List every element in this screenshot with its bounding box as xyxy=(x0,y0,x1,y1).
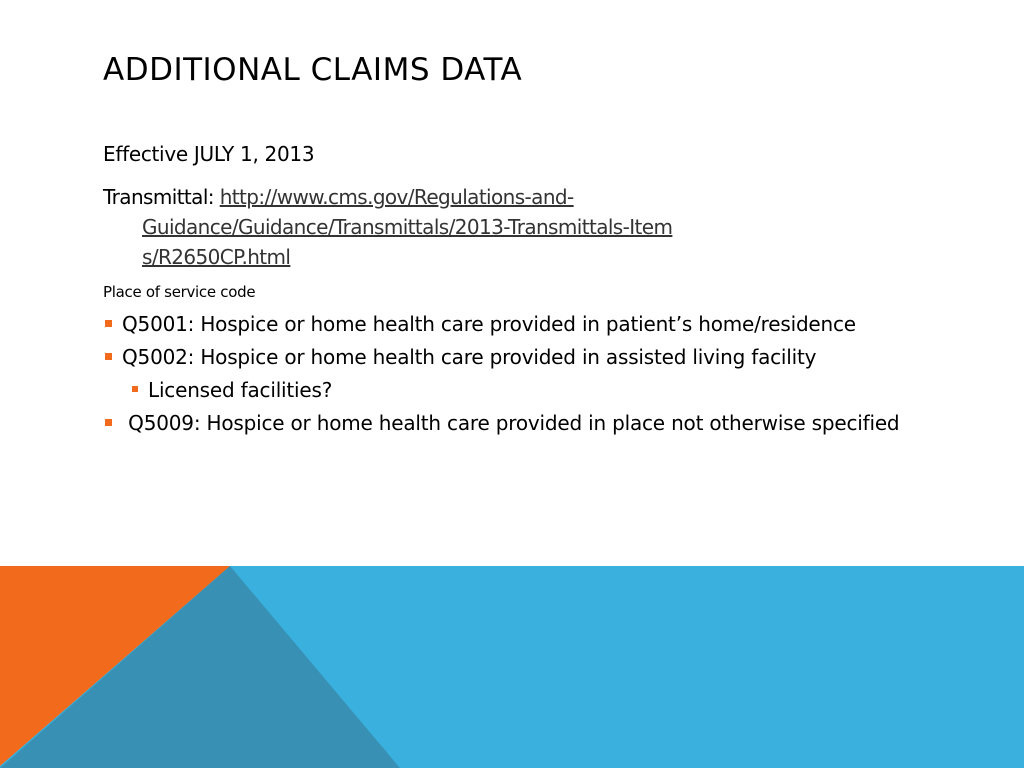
list-item-text: Q5002: Hospice or home health care provided in assisted living facility xyxy=(122,345,817,369)
square-bullet-icon xyxy=(105,320,112,327)
square-bullet-icon xyxy=(105,419,112,426)
transmittal-line-1 xyxy=(103,182,833,212)
transmittal-label: Transmittal: xyxy=(103,185,214,209)
transmittal-line-3 xyxy=(103,242,833,272)
transmittal-line-2 xyxy=(103,212,833,242)
list-item xyxy=(103,409,943,438)
decorative-footer xyxy=(0,566,1024,768)
list-item xyxy=(103,376,943,405)
transmittal-link-part-1[interactable]: http://www.cms.gov/Regulations-and- xyxy=(219,185,574,209)
slide-title: ADDITIONAL CLAIMS DATA xyxy=(103,52,523,88)
list-item-text: Q5009: Hospice or home health care provided in place not otherwise specified xyxy=(122,411,900,435)
transmittal-link-part-2[interactable]: Guidance/Guidance/Transmittals/2013-Transmittals-Item xyxy=(142,215,673,239)
list-item xyxy=(103,310,943,339)
transmittal-link-part-3[interactable]: s/R2650CP.html xyxy=(142,245,291,269)
list-item-text: Licensed facilities? xyxy=(148,378,333,402)
transmittal-block xyxy=(103,182,833,272)
effective-date: Effective JULY 1, 2013 xyxy=(103,142,315,166)
square-bullet-icon xyxy=(105,353,112,360)
bullet-list xyxy=(103,310,943,442)
list-item-text: Q5001: Hospice or home health care provided in patient’s home/residence xyxy=(122,312,856,336)
square-bullet-icon xyxy=(132,386,138,392)
list-item xyxy=(103,343,943,372)
place-of-service-heading: Place of service code xyxy=(103,283,256,301)
